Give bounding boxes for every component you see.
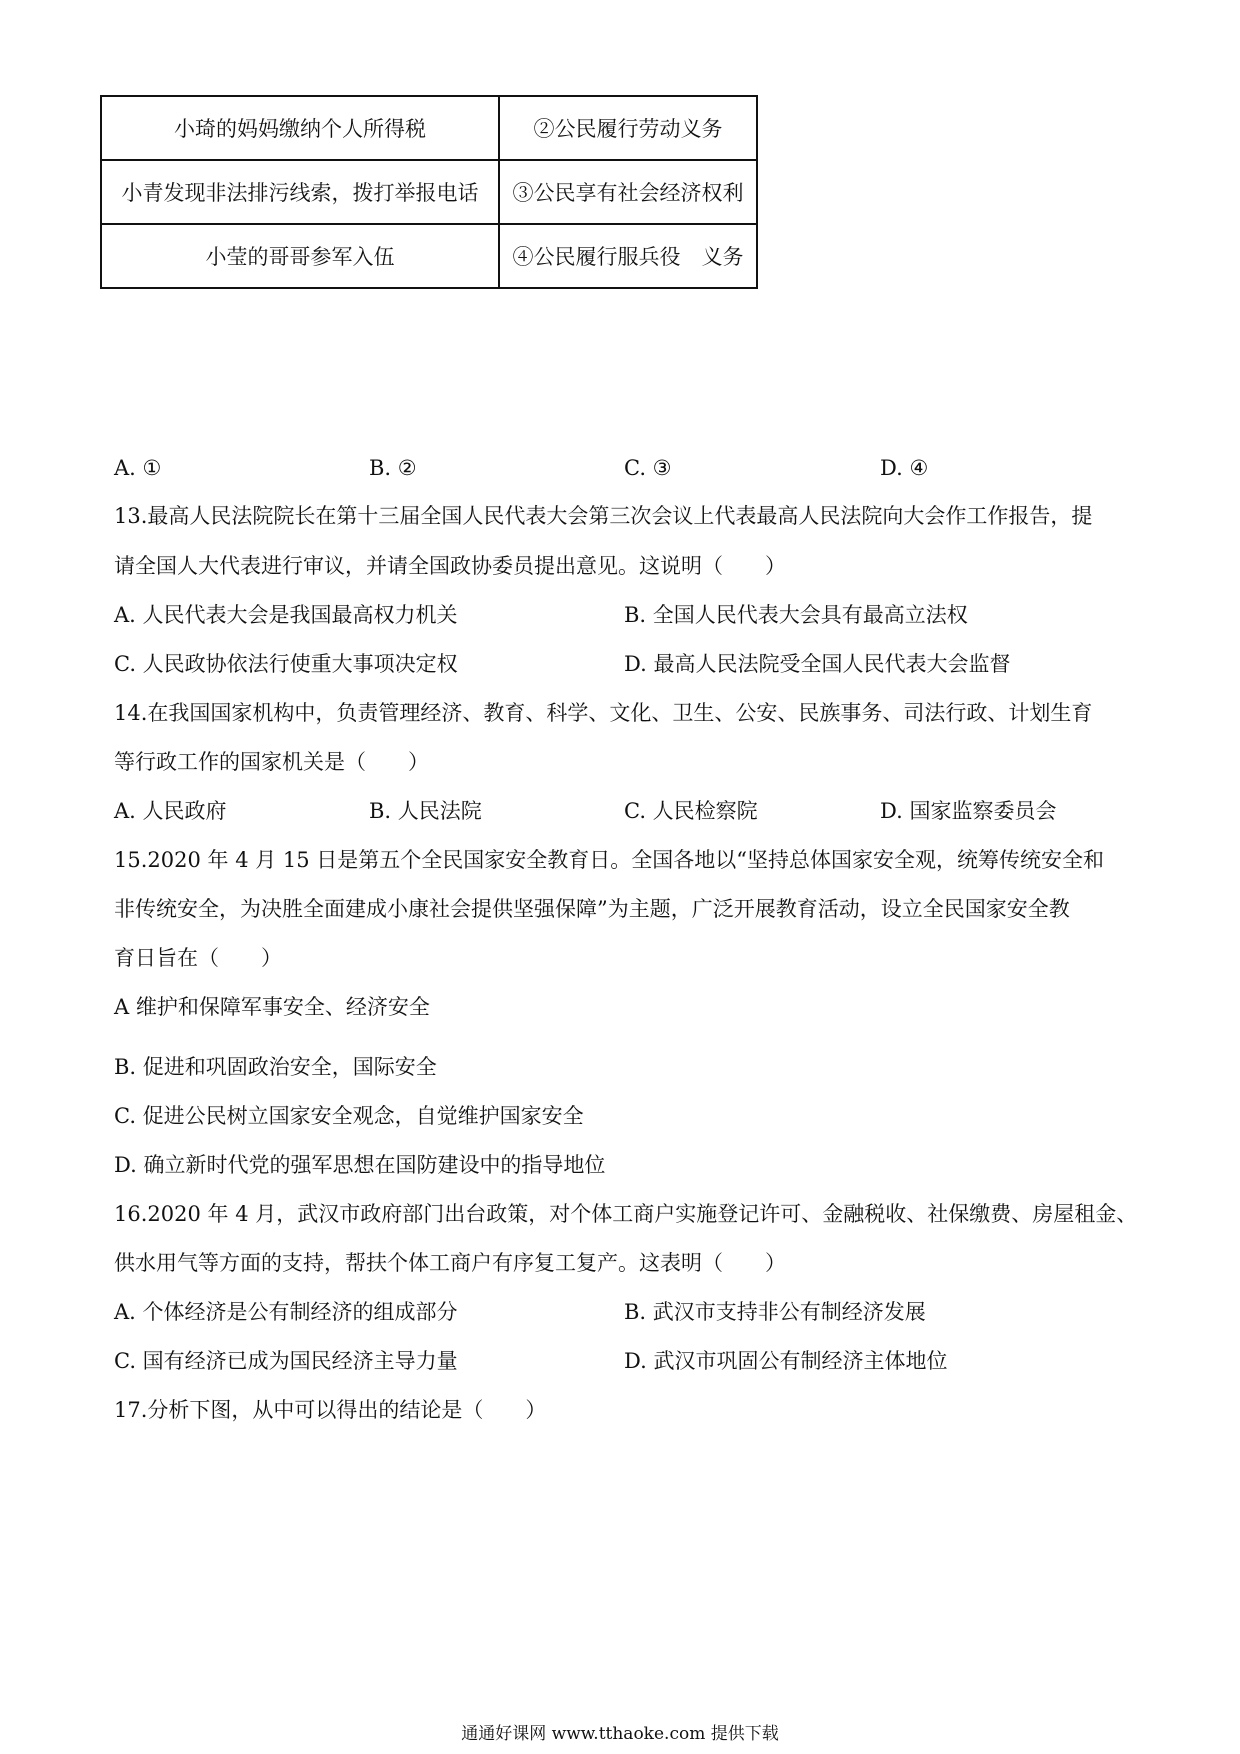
table-row: [101, 224, 757, 288]
q15-stem: 15.2020 年 4 月 15 日是第五个全民国家安全教育日。全国各地以“坚持总体国家安全观，统筹传统安全和: [114, 848, 1105, 872]
q13-option-a: A. 人民代表大会是我国最高权力机关: [114, 603, 458, 627]
q13-option-c: C. 人民政协依法行使重大事项决定权: [114, 652, 458, 676]
table-row: [101, 160, 757, 224]
q13-stem: 请全国人大代表进行审议，并请全国政协委员提出意见。这说明（ ）: [114, 554, 786, 578]
q14-option-b: B. 人民法院: [369, 799, 482, 823]
q15-stem: 育日旨在（ ）: [114, 946, 282, 970]
match-table: [100, 95, 758, 289]
q15-option-b: B. 促进和巩固政治安全，国际安全: [114, 1055, 437, 1079]
table-cell: 小琦的妈妈缴纳个人所得税: [101, 96, 499, 160]
q15-option-c: C. 促进公民树立国家安全观念，自觉维护国家安全: [114, 1104, 584, 1128]
q12-option-c: C. ③: [624, 456, 672, 480]
q13-stem: 13.最高人民法院院长在第十三届全国人民代表大会第三次会议上代表最高人民法院向大会作工作报告，提: [114, 504, 1093, 528]
q16-option-a: A. 个体经济是公有制经济的组成部分: [114, 1300, 458, 1324]
table-cell: ④公民履行服兵役 义务: [499, 224, 757, 288]
q13-option-d: D. 最高人民法院受全国人民代表大会监督: [624, 652, 1011, 676]
table-row: [101, 96, 757, 160]
q14-option-c: C. 人民检察院: [624, 799, 758, 823]
q17-stem: 17.分析下图，从中可以得出的结论是（ ）: [114, 1398, 547, 1422]
q16-option-c: C. 国有经济已成为国民经济主导力量: [114, 1349, 458, 1373]
q14-stem: 等行政工作的国家机关是（ ）: [114, 750, 429, 774]
q15-option-d: D. 确立新时代党的强军思想在国防建设中的指导地位: [114, 1153, 606, 1177]
q13-option-b: B. 全国人民代表大会具有最高立法权: [624, 603, 968, 627]
table-cell: ③公民享有社会经济权利: [499, 160, 757, 224]
page-footer: 通通好课网 www.tthaoke.com 提供下载: [461, 1724, 779, 1744]
q16-stem: 16.2020 年 4 月，武汉市政府部门出台政策，对个体工商户实施登记许可、金融税收、社保缴费、房屋租金、: [114, 1202, 1138, 1226]
q14-stem: 14.在我国国家机构中，负责管理经济、教育、科学、文化、卫生、公安、民族事务、司法行政、计划生育: [114, 701, 1093, 725]
q12-option-d: D. ④: [880, 456, 929, 480]
q16-stem: 供水用气等方面的支持，帮扶个体工商户有序复工复产。这表明（ ）: [114, 1251, 786, 1275]
table-cell: 小青发现非法排污线索，拨打举报电话: [101, 160, 499, 224]
table-cell: 小莹的哥哥参军入伍: [101, 224, 499, 288]
q14-option-d: D. 国家监察委员会: [880, 799, 1057, 823]
q12-option-a: A. ①: [114, 456, 162, 480]
q15-stem: 非传统安全，为决胜全面建成小康社会提供坚强保障”为主题，广泛开展教育活动，设立全民国家安全教: [114, 897, 1070, 921]
q15-option-a: A 维护和保障军事安全、经济安全: [114, 995, 430, 1019]
q16-option-d: D. 武汉市巩固公有制经济主体地位: [624, 1349, 948, 1373]
q16-option-b: B. 武汉市支持非公有制经济发展: [624, 1300, 926, 1324]
q12-option-b: B. ②: [369, 456, 417, 480]
q14-option-a: A. 人民政府: [114, 799, 227, 823]
table-cell: ②公民履行劳动义务: [499, 96, 757, 160]
